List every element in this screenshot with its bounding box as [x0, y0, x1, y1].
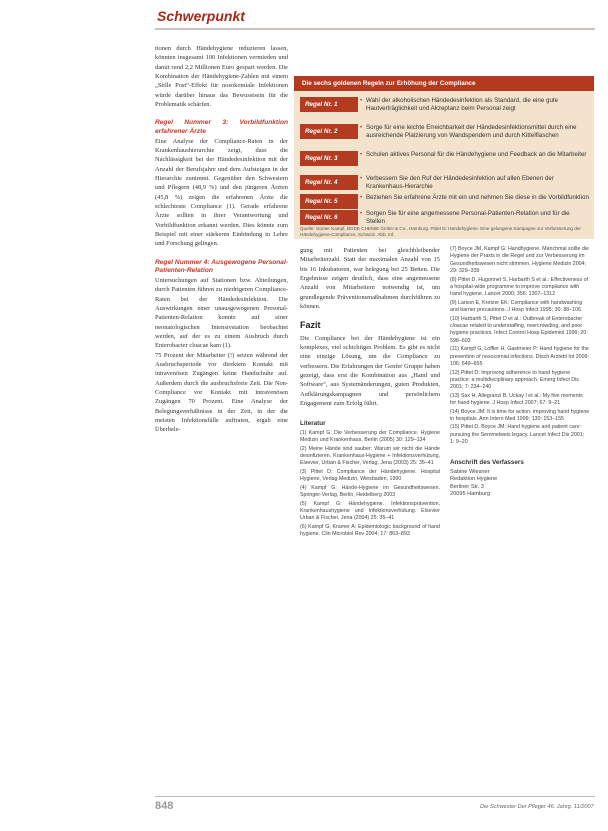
literature-list: [300, 430, 440, 539]
footer-rule: [155, 796, 595, 797]
reference-item: (7) Boyce JM, Kampf G: Handhygiene. Manchmal sollte die Hygiene der Praxis in die Regel und zur Verbesserung im Gesundheitswesen nicht stimmen. Hygiene Medizin 2004; 29: 329–339: [450, 246, 589, 275]
address-line: Sabine Wiesner: [450, 468, 490, 475]
intro-paragraph: tionen durch Händehygiene reduzieren lassen, könnten insgesamt 100 Infektionen vermieden und damit rund 2,2 Millionen Euro gespart werden. Die Kombination der Händehygiene-Zahlen mit einem „Stille Post“-Effekt für nosokomiale Infektionen würde darüber hinaus das Bewusstsein für die Problematik schärfen.: [155, 45, 288, 109]
reference-item: (3) Pittet D: Compliance der Händehygiene. Hospital Hygiene, Verlag Medizin, Wiesbaden, 1990: [300, 468, 440, 483]
paragraph-overcrowding: gung mit Patienten bei gleichbleibender Mitarbeiterzahl. Statt der maximalen Anzahl von 15 bis 16 Inkubatoren, war belegung bei 25 Betten. Die Ergebnisse zeigen deutlich, dass eine angemessene Anzahl von Mitarbeitern notwendig ist, um grundlegende Präventionsmaßnahmen durchführen zu können.: [300, 247, 440, 311]
rule-label: Regel Nr. 3: [300, 151, 358, 166]
reference-item: (8) Pittet D, Hugonnet S, Harbarth S et al.: Effectiveness of a hospital-wide programme to improve compliance with hand hygiene. Lancet 2000; 356: 1307–1312: [450, 276, 588, 298]
address-line: Berliner Str. 3: [450, 483, 484, 490]
rule-label: Regel Nr. 2: [300, 124, 358, 139]
column-3: [450, 246, 590, 499]
author-address-heading: Anschrift des Verfassers: [450, 458, 524, 466]
reference-item: (5) Kampf G: Händehygiene. Infektionsprävention, Krankenhaushygiene und Infektionsverhütung. Elsevier Urban & Fischer, Jena (2004) 25: 35–41: [300, 500, 440, 522]
rule-label: Regel Nr. 4: [300, 175, 358, 190]
address-line: 20095 Hamburg: [450, 491, 491, 498]
reference-item: (14) Boyce JM: It is time for action: improving hand hygiene in hospitals. Ann Intern Med 1999; 130: 153–155: [450, 408, 590, 422]
header-rule: [155, 28, 595, 30]
reference-item: (9) Larson E, Kretzer EK: Compliance with handwashing and barrier precautions. J Hosp Infect 1995; 30: 88–106: [450, 299, 583, 314]
reference-item: (15) Pittet D, Boyce JM: Hand hygiene and patient care: pursuing the Semmelweis legacy. Lancet Infect Dis 2001; 1: 9–20: [450, 424, 585, 446]
column-2: [300, 246, 440, 540]
fazit-paragraph: Die Compliance bei der Händehygiene ist ein komplexes, viel schichtiges Problem. Es gibt es nicht eine einzige Lösung, um die Compliance zu verbessern. Die Erfahrungen der Genfer Gruppe haben gezeigt, dass erst die Kombination aus „Hand und Software“, aus Systemänderungen, guten Produkten, Aufklärungskampagnen und persönlichem Engagement zum Erfolg führt.: [300, 334, 440, 408]
fazit-heading: Fazit: [300, 320, 321, 331]
heading-rule-3: Regel Nummer 3: Vorbildfunktion erfahrener Ärzte: [155, 119, 288, 135]
golden-rules-title: Die sechs goldenen Regeln zur Erhöhung der Compliance: [294, 76, 594, 91]
reference-item: (4) Kampf G: Hände-Hygiene im Gesundheitswesen. Springer-Verlag, Berlin, Heidelberg 2003: [300, 484, 440, 499]
address-line: Redaktion Hygiene: [450, 476, 498, 483]
rule-text: • Sorgen Sie für eine angemessene Personal-Patienten-Relation und für die Stellen: [366, 210, 590, 227]
rule-text: • Beziehen Sie erfahrene Ärzte mit ein und nehmen Sie diese in die Vorbildfunktion: [366, 194, 590, 202]
rule-text: • Verbessern Sie den Ruf der Händedesinfektion auf allen Ebenen der Krankenhaus-Hierarchie: [366, 175, 590, 192]
reference-item: (6) Kampf G, Kramer A: Epidemiologic background of hand hygiene. Clin Microbiol Rev 2004; 17: 863–893: [300, 523, 440, 538]
rule-label: Regel Nr. 1: [300, 97, 358, 112]
section-title: Schwerpunkt: [157, 8, 245, 24]
reference-item: (12) Pittet D: Improving adherence to hand hygiene practice: a multidisciplinary approach. Emerg Infect Dis 2001; 7: 234–240: [450, 369, 579, 391]
heading-rule-4: Regel Nummer 4: Ausgewogene Personal-Patienten-Relation: [155, 258, 288, 275]
reference-item: (11) Kampf G, Loffler H, Gastmeier P: Hand hygiene for the prevention of nosocomial infections. Dtsch Arztebl Int 2009; 106: 649–655: [450, 346, 589, 368]
reference-item: (10) Harbarth S, Pittet D et al.: Outbreak of Enterobacter cloacae related to understaffing, overcrowding, and poor hygiene practices. Infect Control Hosp Epidemiol 1999; 20: 598–603: [450, 315, 588, 344]
rule-text: • Wahl der alkoholischen Händedesinfektion als Standard, die eine gute Hautverträglichkeit und Akzeptanz beim Personal zeigt: [366, 97, 590, 114]
reference-item: (2) Meine Hände sind sauber: Warum wir nicht die Hände desinfizieren. Krankenhaus-Hygiene + Infektionsverhütung, Elsevier, Urban & Fischer, Verlag, Jena (2003) 25: 35–41: [300, 445, 440, 467]
rule-text: • Sorge für eine leichte Erreichbarkeit der Händedesinfektionsmittel durch eine ausreichende Platzierung von Wandspendern und durch Kittelflaschen: [366, 124, 590, 141]
rule-label: Regel Nr. 6: [300, 210, 358, 225]
page-number: 848: [155, 800, 174, 812]
literature-list-continued: [450, 246, 590, 447]
column-1: [155, 44, 288, 435]
rule-label: Regel Nr. 5: [300, 194, 358, 209]
author-address: [450, 469, 590, 499]
paragraph-rule-4: Untersuchungen auf Stationen bzw. Abteilungen, durch Patienten führen zu niedrigeren Compliance-Raten bei der Händedesinfektion. Die Auswirkungen einer unausgewogenen Personal-Patienten-Relation konnte auf einer neonatologischen Intensivstation beobachtet werden, auf der es zu einem Ausbruch durch Enterobacter cloacae kam (1).: [155, 276, 288, 350]
journal-reference: Die Schwester Der Pfleger 46. Jahrg. 11/2007: [480, 804, 594, 810]
literature-heading: Literatur: [300, 419, 326, 427]
reference-item: (1) Kampf G: Die Verbesserung der Compliance. Hygiene Medizin und Krankenhaus, Berlin (2005) 30: 129–134: [300, 429, 440, 444]
rule-text: • Schulen aktives Personal für die Händehygiene und Feedback an die Mitarbeiter: [366, 151, 590, 159]
reference-item: (13) Sax H, Allegranzi B, Uckay I et al.: My five moments for hand hygiene. J Hosp Infect 2007; 67: 9–21: [450, 392, 583, 407]
box-footnote: Quelle: Günter Kampf, BODE CHEMIE GmbH & Co., Hamburg. Pittet D: Händehygiene. Eine gelungene Kampagne zur Verbesserung der Händehygiene-Compliance, Schweiz. Abb. Inf.: [300, 226, 581, 237]
paragraph-rule-3: Eine Analyse der Compliance-Raten in der Krankenhaushierarchie zeigt, dass die Nachlässigkeit bei der Händedesinfektion mit der Anzahl der Berufsjahre und dem Aufsteigen in der Hierarchie zunimmt. Gegenüber den Schwestern und Pflegern (48,9 %) und den jüngeren Ärzten (45,8 %) zeigen die erfahrenen Ärzte die schlechteste Compliance (1). Gerade erfahrene Ärzte sollten in ihrer Verantwortung und Vorbildfunktion erkannt werden. Dies könnte zum Beispiel mit einer stärkeren Einbindung in Lehre und Forschung gelingen.: [155, 137, 288, 248]
paragraph-rule-4b: 75 Prozent der Mitarbeiter (!) setzen während der Ausbruchsperiode vor direktem Kontakt mit intravenösen Zugängen keine Handschuhe auf. Außerdem durch die ausbruchsfreie Zeit. Die Non-Compliance vor Kontakt mit intravenösen Zugängen 70 Prozent. Eine Analyse der Belegungsverhältnisse in der Zeit, in der die meisten Infektionsfälle auftraten, ergab eine Überbele-: [155, 351, 288, 434]
